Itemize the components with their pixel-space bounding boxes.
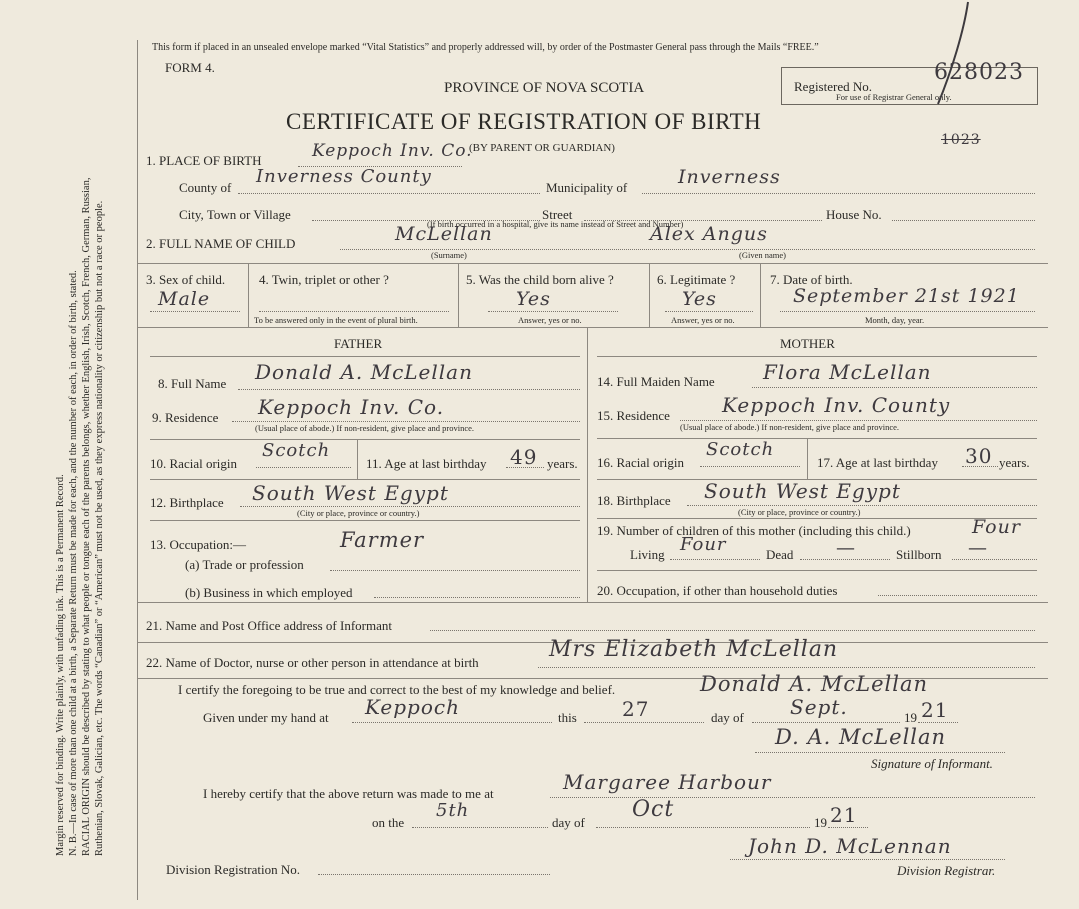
margin-notes: Margin reserved for binding. Write plainly, with unfading ink. This is a Permanent Record. N. B.—In case of more than one child at a birth, a Separate Return must be made for each, and the number of each, in order of birth, stated. RACIAL ORIGIN should be described by stating to what people or tongue each of the parents belongs, whether English, Irish, Scotch, French, German, Russian, Ruthenian, Slovak, Galician, etc. The words “Canadian” or “American” must not be used, as they express nationality or citizenship but not a race or people. — [55, 177, 105, 856]
registered-box — [781, 60, 1038, 105]
mother-name-value: Flora McLellan — [763, 360, 932, 384]
alive-label: 5. Was the child born alive ? — [466, 272, 614, 287]
stillborn-label: Stillborn — [896, 547, 942, 562]
dob-label: 7. Date of birth. — [770, 272, 853, 287]
child-name-label: 2. FULL NAME OF CHILD — [146, 236, 296, 251]
registrar-caption: Division Registrar. — [897, 863, 996, 878]
place-of-birth-label: 1. PLACE OF BIRTH — [146, 153, 262, 168]
municipality-label: Municipality of — [546, 180, 628, 195]
day-value: 27 — [622, 697, 650, 721]
mother-race-label: 16. Racial origin — [597, 455, 685, 470]
house-no-label: House No. — [826, 207, 882, 222]
year-value: 21 — [921, 698, 949, 722]
this-label: this — [558, 710, 577, 725]
day-of2-label: day of — [552, 815, 585, 830]
page-title: CERTIFICATE OF REGISTRATION OF BIRTH — [286, 109, 762, 134]
page-subtitle: (BY PARENT OR GUARDIAN) — [469, 142, 615, 154]
pen-stroke — [930, 0, 980, 110]
father-age-value: 49 — [510, 445, 538, 469]
dead-value: — — [836, 537, 856, 559]
legitimate-label: 6. Legitimate ? — [657, 272, 736, 287]
received-year-value: 21 — [830, 803, 858, 827]
margin-rule — [137, 40, 138, 900]
year-prefix: 19 — [904, 710, 917, 725]
division-registration-label: Division Registration No. — [166, 862, 300, 877]
surname-caption: (Surname) — [431, 250, 467, 260]
twin-note: To be answered only in the event of plural birth. — [254, 315, 418, 325]
received-at-value: Margaree Harbour — [563, 770, 772, 794]
place-value: Keppoch — [365, 695, 460, 719]
given-name-caption: (Given name) — [739, 250, 786, 260]
doctor-value: Mrs Elizabeth McLellan — [549, 637, 839, 662]
mother-age-label: 17. Age at last birthday — [817, 455, 938, 470]
registered-sub: For use of Registrar General only. — [836, 92, 952, 102]
father-residence-note: (Usual place of abode.) If non-resident, give place and province. — [255, 423, 475, 433]
father-occupation-label: 13. Occupation:— — [150, 537, 247, 552]
mother-heading: MOTHER — [780, 336, 835, 351]
mother-children-value: Four — [972, 516, 1021, 538]
father-birthplace-note: (City or place, province or country.) — [297, 508, 420, 518]
mother-age-value: 30 — [965, 444, 993, 468]
father-name-value: Donald A. McLellan — [255, 360, 473, 384]
top-notice: This form if placed in an unsealed envelope marked “Vital Statistics” and properly addressed will, by order of the Postmaster General pass through the Mails “FREE.” — [152, 42, 819, 53]
registrar-signature: John D. McLennan — [748, 834, 952, 858]
informant-certify-signature: Donald A. McLellan — [700, 672, 928, 696]
mother-residence-label: 15. Residence — [597, 408, 670, 423]
sex-value: Male — [158, 288, 211, 310]
registered-label: Registered No. — [794, 79, 872, 94]
dead-label: Dead — [766, 547, 794, 562]
father-birthplace-value: South West Egypt — [252, 481, 449, 505]
alive-note: Answer, yes or no. — [518, 315, 582, 325]
father-occupation-value: Farmer — [340, 528, 425, 552]
street-label: Street — [542, 207, 573, 222]
legitimate-value: Yes — [682, 288, 717, 310]
living-label: Living — [630, 547, 665, 562]
dob-note: Month, day, year. — [865, 315, 925, 325]
city-label: City, Town or Village — [179, 207, 291, 222]
given-under-label: Given under my hand at — [203, 710, 329, 725]
struck-number: 1023 — [941, 132, 981, 148]
child-surname-value: McLellan — [395, 223, 493, 245]
received-month-value: Oct — [632, 797, 675, 822]
province-heading: PROVINCE OF NOVA SCOTIA — [444, 80, 645, 96]
year2-prefix: 19 — [814, 815, 827, 830]
business-label: (b) Business in which employed — [185, 585, 353, 600]
living-value: Four — [680, 534, 727, 555]
mother-birthplace-label: 18. Birthplace — [597, 493, 671, 508]
father-name-label: 8. Full Name — [158, 376, 227, 391]
father-years-label: years. — [547, 456, 578, 471]
hospital-note: (If birth occurred in a hospital, give its name instead of Street and Number) — [427, 219, 684, 229]
doctor-label: 22. Name of Doctor, nurse or other person in attendance at birth — [146, 655, 479, 670]
certify-text: I certify the foregoing to be true and correct to the best of my knowledge and belief. — [178, 682, 616, 697]
municipality-value: Inverness — [678, 166, 781, 188]
hereby-text: I hereby certify that the above return was made to me at — [203, 786, 494, 801]
mother-years-label: years. — [999, 455, 1030, 470]
signature-caption: Signature of Informant. — [871, 756, 993, 771]
registered-number: 628023 — [934, 60, 1024, 85]
month-value: Sept. — [790, 695, 848, 719]
informant-label: 21. Name and Post Office address of Informant — [146, 618, 392, 633]
father-race-label: 10. Racial origin — [150, 456, 238, 471]
father-residence-value: Keppoch Inv. Co. — [258, 395, 445, 419]
father-heading: FATHER — [334, 336, 383, 351]
mother-name-label: 14. Full Maiden Name — [597, 374, 715, 389]
trade-label: (a) Trade or profession — [185, 557, 304, 572]
stillborn-value: — — [968, 537, 988, 559]
mother-birthplace-value: South West Egypt — [704, 479, 901, 503]
mother-occupation-label: 20. Occupation, if other than household duties — [597, 583, 838, 598]
father-age-label: 11. Age at last birthday — [366, 456, 487, 471]
father-birthplace-label: 12. Birthplace — [150, 495, 224, 510]
mother-birthplace-note: (City or place, province or country.) — [738, 507, 861, 517]
legitimate-note: Answer, yes or no. — [671, 315, 735, 325]
dob-value: September 21st 1921 — [793, 285, 1020, 307]
father-race-value: Scotch — [262, 440, 331, 461]
form-number: FORM 4. — [165, 60, 215, 75]
county-label: County of — [179, 180, 232, 195]
mother-residence-note: (Usual place of abode.) If non-resident, give place and province. — [680, 422, 900, 432]
sex-label: 3. Sex of child. — [146, 272, 226, 287]
place-of-birth-value: Keppoch Inv. Co. — [312, 141, 473, 161]
mother-children-label: 19. Number of children of this mother (including this child.) — [597, 523, 911, 538]
twin-label: 4. Twin, triplet or other ? — [259, 272, 389, 287]
informant-signature: D. A. McLellan — [775, 725, 947, 749]
mother-residence-value: Keppoch Inv. County — [722, 393, 951, 417]
father-residence-label: 9. Residence — [152, 410, 219, 425]
day-of-label: day of — [711, 710, 744, 725]
received-day-value: 5th — [436, 800, 470, 821]
alive-value: Yes — [516, 288, 551, 310]
county-value: Inverness County — [256, 166, 432, 187]
mother-race-value: Scotch — [706, 439, 775, 460]
on-the-label: on the — [372, 815, 405, 830]
child-given-name-value: Alex Angus — [650, 223, 768, 245]
